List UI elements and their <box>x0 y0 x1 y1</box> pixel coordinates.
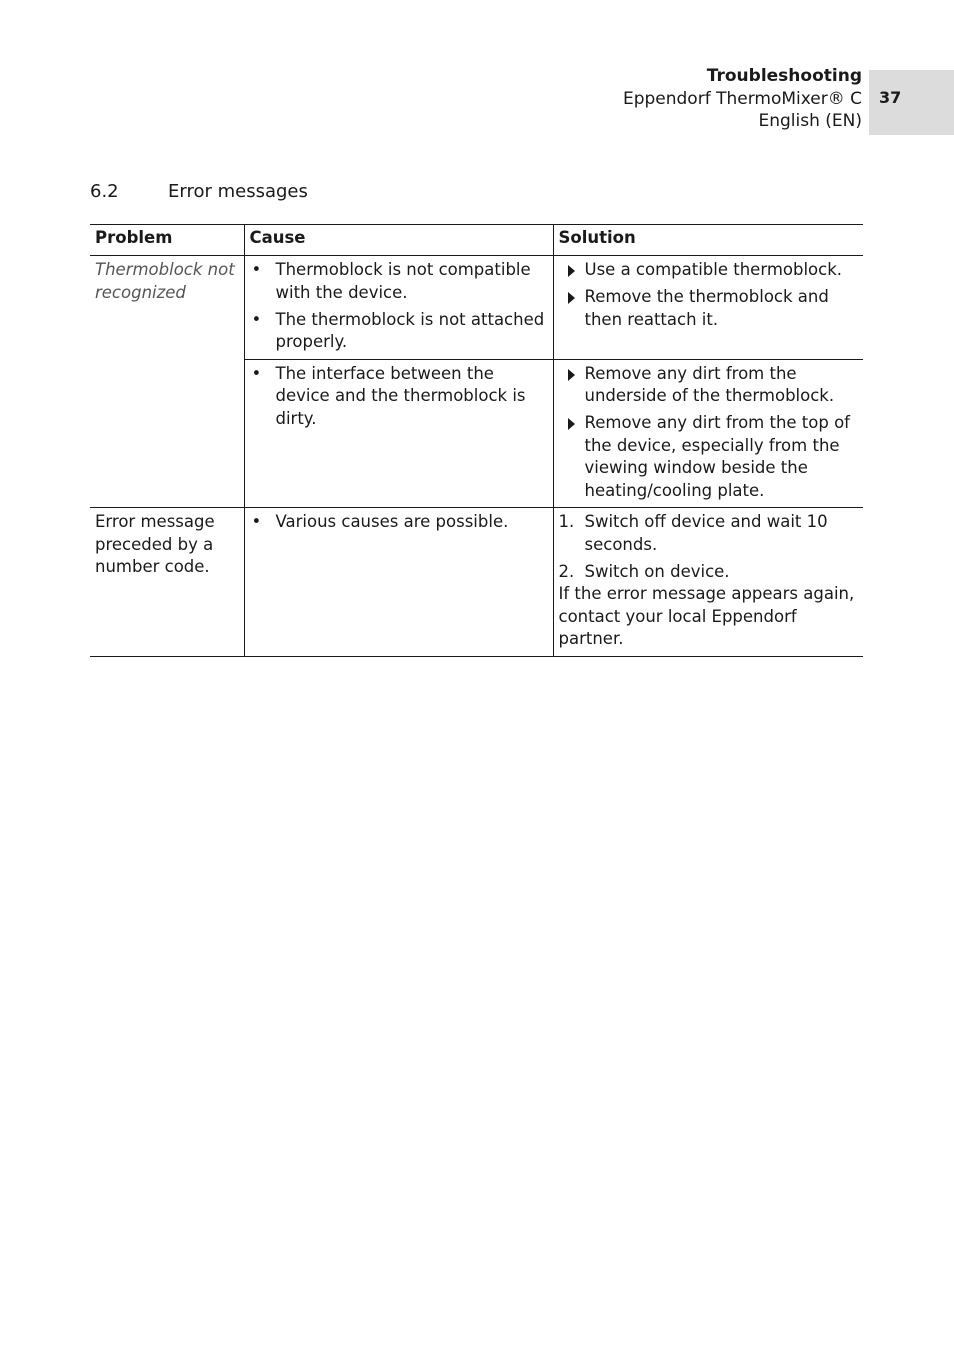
list-item <box>250 309 548 354</box>
list-item <box>559 363 859 408</box>
list-item <box>250 259 548 304</box>
cause-cell <box>244 359 553 508</box>
arrow-right-icon <box>568 369 575 381</box>
cause-cell <box>244 256 553 360</box>
list-item <box>559 511 859 556</box>
solution-text: Remove any dirt from the top of the device, especially from the viewing window beside the heating/cooling plate. <box>584 413 850 500</box>
header-language: English (EN) <box>758 111 862 131</box>
cause-text: The interface between the device and the thermoblock is dirty. <box>275 363 526 428</box>
cause-list <box>250 259 548 354</box>
header-cause: Cause <box>244 225 553 256</box>
header-product-name: Eppendorf ThermoMixer® C <box>622 88 862 109</box>
list-item <box>559 412 859 502</box>
cause-text: Various causes are possible. <box>275 512 509 531</box>
bullet-marker: • <box>251 309 262 329</box>
table-row <box>90 256 863 360</box>
solution-cell <box>553 256 863 360</box>
cause-list <box>250 511 548 534</box>
list-item <box>559 561 859 584</box>
arrow-right-icon <box>568 292 575 304</box>
bullet-marker: • <box>251 260 262 279</box>
step-number: 1. <box>558 512 575 531</box>
table-header-row <box>90 225 863 256</box>
solution-text: Use a compatible thermoblock. <box>584 260 843 279</box>
solution-step-text: Switch on device. <box>584 561 730 581</box>
list-item <box>250 363 548 431</box>
solution-cell <box>553 508 863 657</box>
arrow-right-icon <box>568 418 575 430</box>
bullet-marker: • <box>251 512 262 531</box>
solution-cell <box>553 359 863 508</box>
page-number: 37 <box>879 88 902 107</box>
list-item <box>250 511 548 534</box>
running-header <box>623 65 862 133</box>
solution-note: If the error message appears again, contact your local Eppendorf partner. <box>558 584 855 648</box>
header-problem: Problem <box>90 225 244 256</box>
solution-list <box>559 363 859 503</box>
cause-cell <box>244 508 553 657</box>
error-messages-table <box>90 224 863 657</box>
arrow-right-icon <box>568 265 575 277</box>
solution-text: Remove the thermoblock and then reattach it. <box>584 287 829 329</box>
list-item <box>559 259 859 282</box>
header-solution: Solution <box>553 225 863 256</box>
list-item <box>559 286 859 331</box>
section-title: Error messages <box>168 181 308 202</box>
step-number: 2. <box>558 561 575 581</box>
solution-list <box>559 259 859 331</box>
section-number: 6.2 <box>90 181 119 202</box>
table-row <box>90 508 863 657</box>
section-heading <box>90 180 308 204</box>
solution-steps <box>559 511 859 583</box>
problem-cell: Error message preceded by a number code. <box>90 508 244 657</box>
page-number-tab <box>869 70 954 135</box>
problem-cell: Thermoblock not recognized <box>90 256 244 508</box>
solution-text: Remove any dirt from the underside of the thermoblock. <box>584 363 835 405</box>
cause-text: Thermoblock is not compatible with the device. <box>275 260 531 302</box>
cause-text: The thermoblock is not attached properly. <box>275 309 545 351</box>
solution-step-text: Switch off device and wait 10 seconds. <box>584 512 828 554</box>
cause-list <box>250 363 548 431</box>
bullet-marker: • <box>251 363 262 383</box>
header-section-name: Troubleshooting <box>706 66 862 86</box>
